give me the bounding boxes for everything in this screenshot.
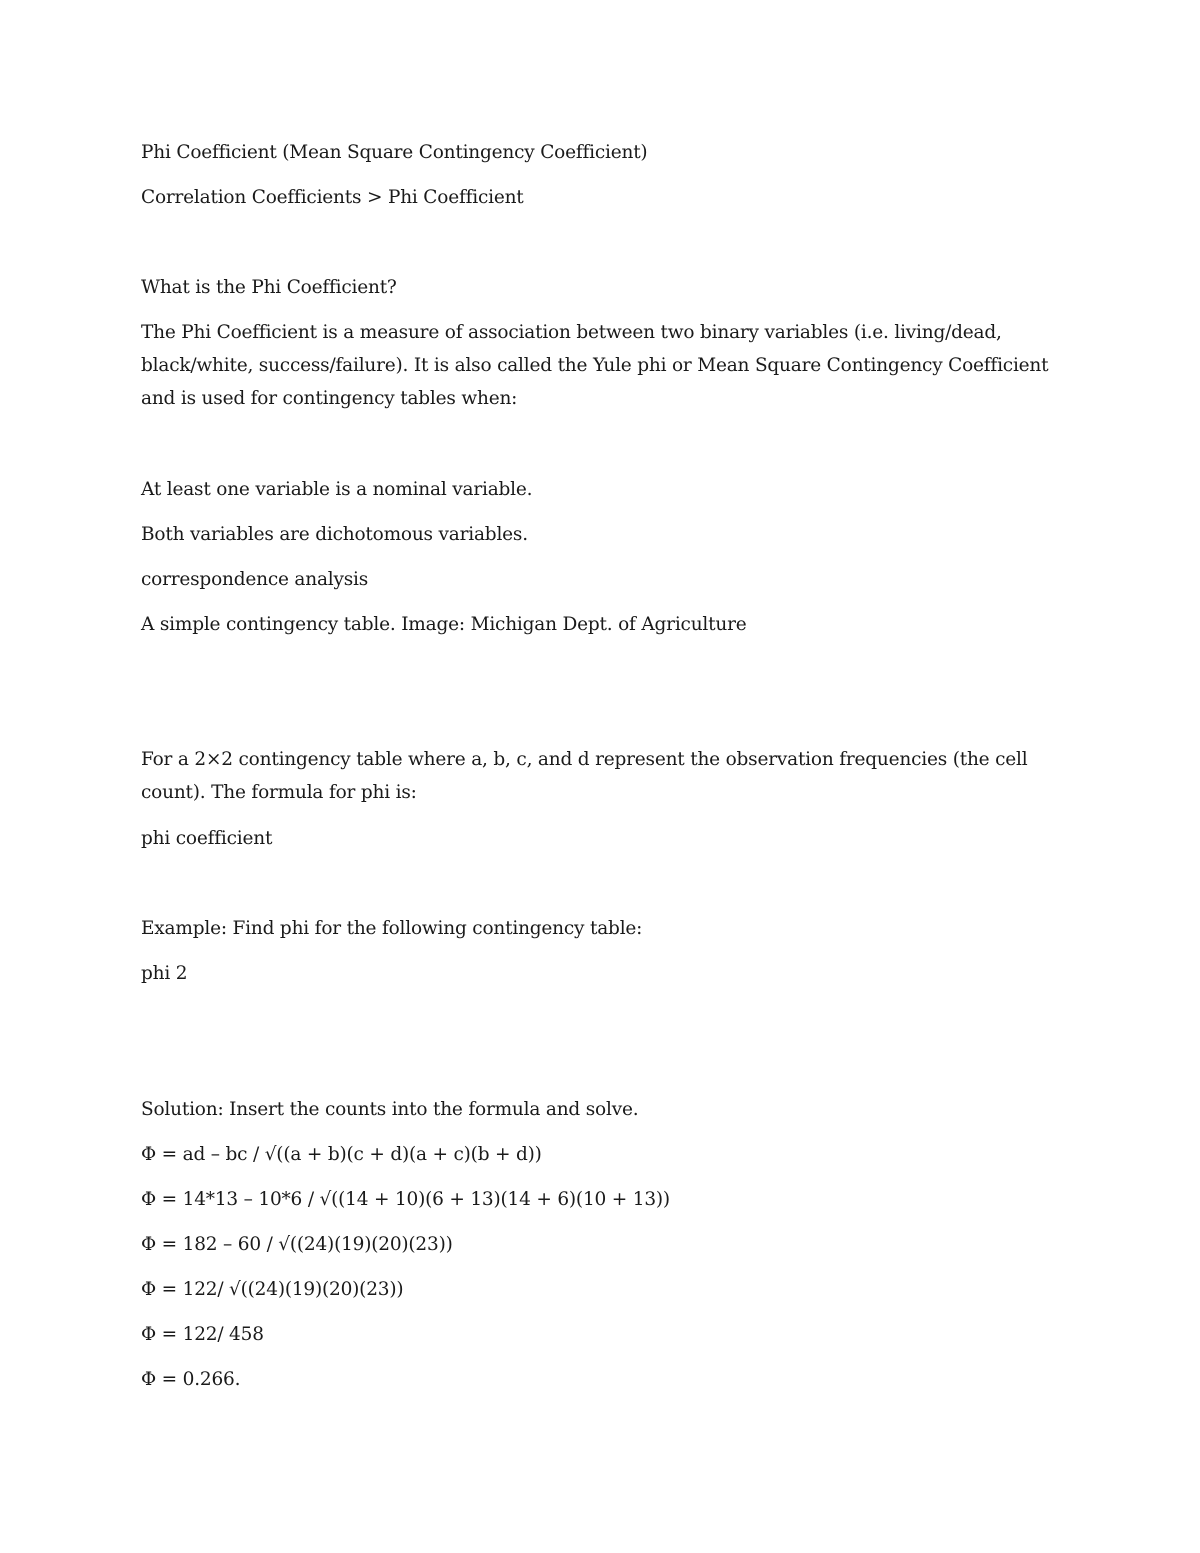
breadcrumb: Correlation Coefficients > Phi Coefficient (141, 187, 524, 208)
solution-step: Φ = 0.266. (141, 1369, 241, 1390)
example-intro: Example: Find phi for the following contingency table: (141, 918, 643, 939)
solution-step: Φ = ad – bc / √((a + b)(c + d)(a + c)(b + d)) (141, 1144, 542, 1165)
formula-intro: For a 2×2 contingency table where a, b, c, and d represent the observation frequencies (the cell count). The formula for phi is: (141, 749, 1028, 803)
solution-intro: Solution: Insert the counts into the formula and solve. (141, 1099, 639, 1120)
solution-step: Φ = 182 – 60 / √((24)(19)(20)(23)) (141, 1234, 453, 1255)
intro-paragraph: The Phi Coefficient is a measure of association between two binary variables (i.e. living/dead, black/white, success/failure). It is also called the Yule phi or Mean Square Contingency Coefficient and is used for contingency tables when: (141, 322, 1049, 409)
solution-step: Φ = 122/ √((24)(19)(20)(23)) (141, 1279, 404, 1300)
solution-step: Φ = 122/ 458 (141, 1324, 264, 1345)
solution-step: Φ = 14*13 – 10*6 / √((14 + 10)(6 + 13)(14 + 6)(10 + 13)) (141, 1189, 670, 1210)
image-alt-text: phi coefficient (141, 828, 273, 849)
image-caption: A simple contingency table. Image: Michigan Dept. of Agriculture (141, 614, 747, 635)
condition-item: At least one variable is a nominal variable. (141, 479, 533, 500)
image-alt-text: correspondence analysis (141, 569, 369, 590)
document-title: Phi Coefficient (Mean Square Contingency Coefficient) (141, 142, 648, 163)
section-heading: What is the Phi Coefficient? (141, 277, 397, 298)
condition-item: Both variables are dichotomous variables. (141, 524, 528, 545)
image-alt-text: phi 2 (141, 963, 188, 984)
